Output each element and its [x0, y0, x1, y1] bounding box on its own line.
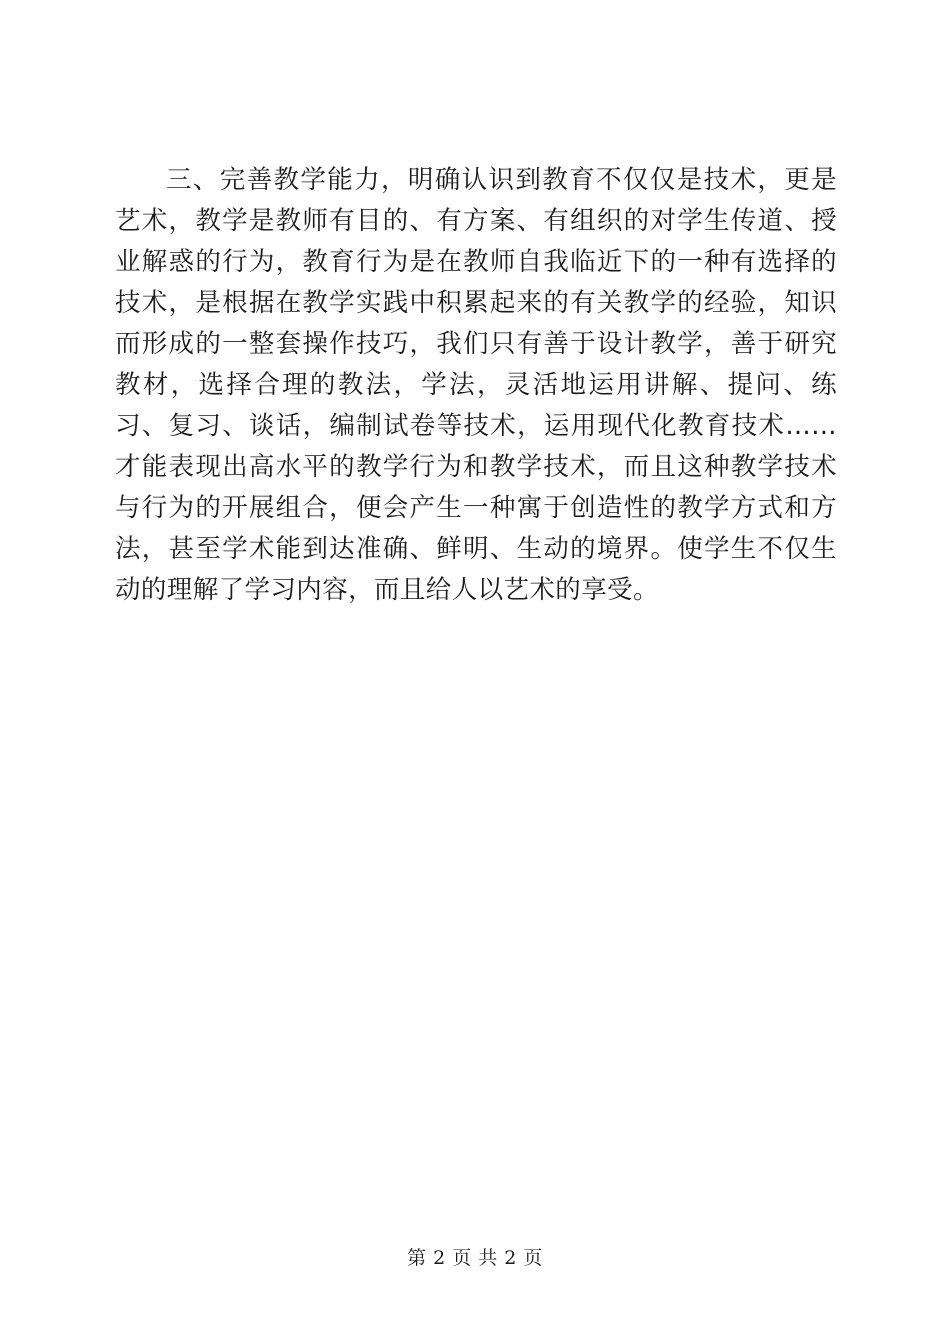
page-number-label: 第 2 页 共 2 页	[407, 1247, 543, 1269]
page-footer	[0, 1243, 950, 1270]
paragraph-1: 三、完善教学能力，明确认识到教育不仅仅是技术，更是艺术，教学是教师有目的、有方案、有组织的对学生传道、授业解惑的行为，教育行为是在教师自我临近下的一种有选择的技术，是根据在教学实践中积累起来的有关教学的经验，知识而形成的一整套操作技巧，我们只有善于设计教学，善于研究教材，选择合理的教法，学法，灵活地运用讲解、提问、练习、复习、谈话，编制试卷等技术，运用现代化教育技术……才能表现出高水平的教学行为和教学技术，而且这种教学技术与行为的开展组合，便会产生一种寓于创造性的教学方式和方法，甚至学术能到达准确、鲜明、生动的境界。使学生不仅生动的理解了学习内容，而且给人以艺术的享受。	[115, 165, 837, 605]
document-content	[115, 160, 837, 611]
